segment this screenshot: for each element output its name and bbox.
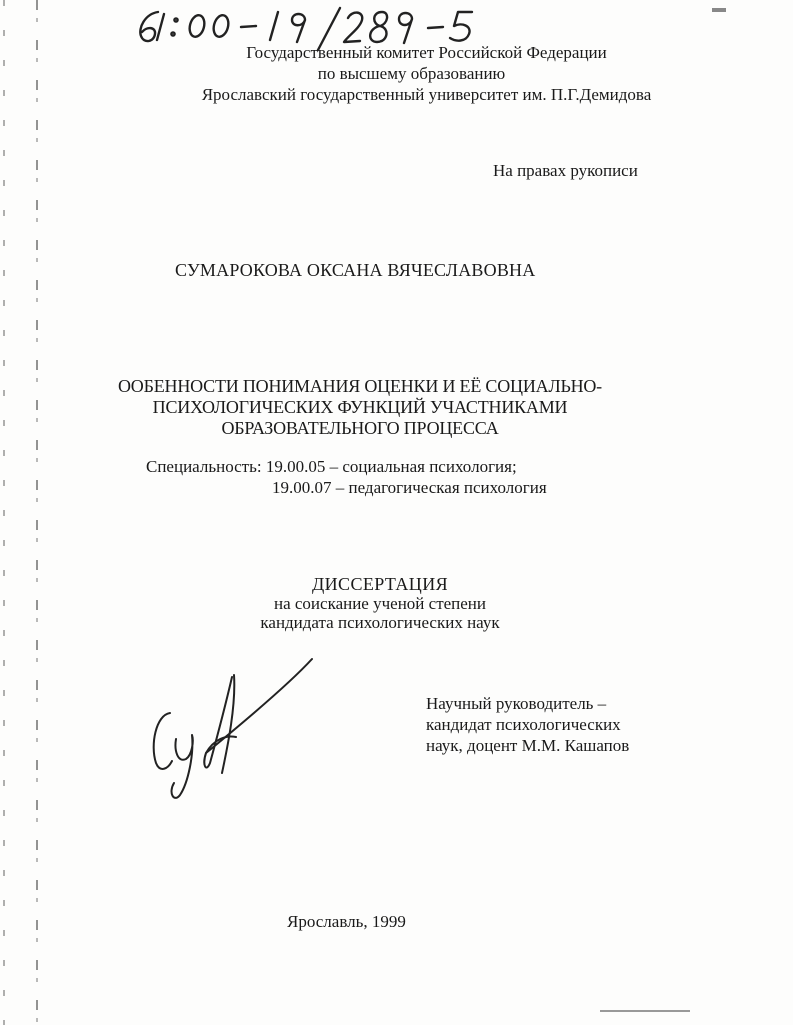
specialty-line-1: Специальность: 19.00.05 – социальная психология;	[146, 457, 517, 476]
city-year: Ярославль, 1999	[287, 912, 406, 931]
scan-edge-artifact-outer	[3, 0, 5, 1025]
institution-header	[0, 42, 793, 105]
supervisor-name: наук, доцент М.М. Кашапов	[426, 736, 630, 755]
title-line-3: ОБРАЗОВАТЕЛЬНОГО ПРОЦЕССА	[221, 418, 499, 438]
dissertation-title	[100, 376, 620, 439]
scan-bottom-mark	[600, 1010, 690, 1012]
handwritten-signature	[140, 655, 330, 805]
title-line-1: ООБЕННОСТИ ПОНИМАНИЯ ОЦЕНКИ И ЕЁ СОЦИАЛЬНО-	[118, 376, 602, 396]
title-line-2: ПСИХОЛОГИЧЕСКИХ ФУНКЦИЙ УЧАСТНИКАМИ	[152, 397, 568, 417]
supervisor-degree: кандидат психологических	[426, 715, 621, 734]
header-committee: Государственный комитет Российской Федерации	[246, 43, 607, 62]
specialty-block	[146, 456, 547, 498]
dissertation-type-block	[220, 575, 540, 632]
dissertation-heading: ДИССЕРТАЦИЯ	[311, 574, 449, 594]
degree-field-line: кандидата психологических наук	[260, 613, 500, 632]
manuscript-rights-note: На правах рукописи	[493, 161, 638, 180]
supervisor-block	[426, 693, 629, 756]
author-name: СУМАРОКОВА ОКСАНА ВЯЧЕСЛАВОВНА	[175, 260, 536, 280]
specialty-line-2: 19.00.07 – педагогическая психология	[272, 478, 547, 497]
header-university: Ярославский государственный университет им. П.Г.Демидова	[201, 85, 652, 104]
header-subtitle: по высшему образованию	[317, 64, 506, 83]
scan-edge-artifact	[36, 0, 38, 1025]
supervisor-role: Научный руководитель –	[426, 694, 607, 713]
degree-line: на соискание ученой степени	[273, 594, 487, 613]
